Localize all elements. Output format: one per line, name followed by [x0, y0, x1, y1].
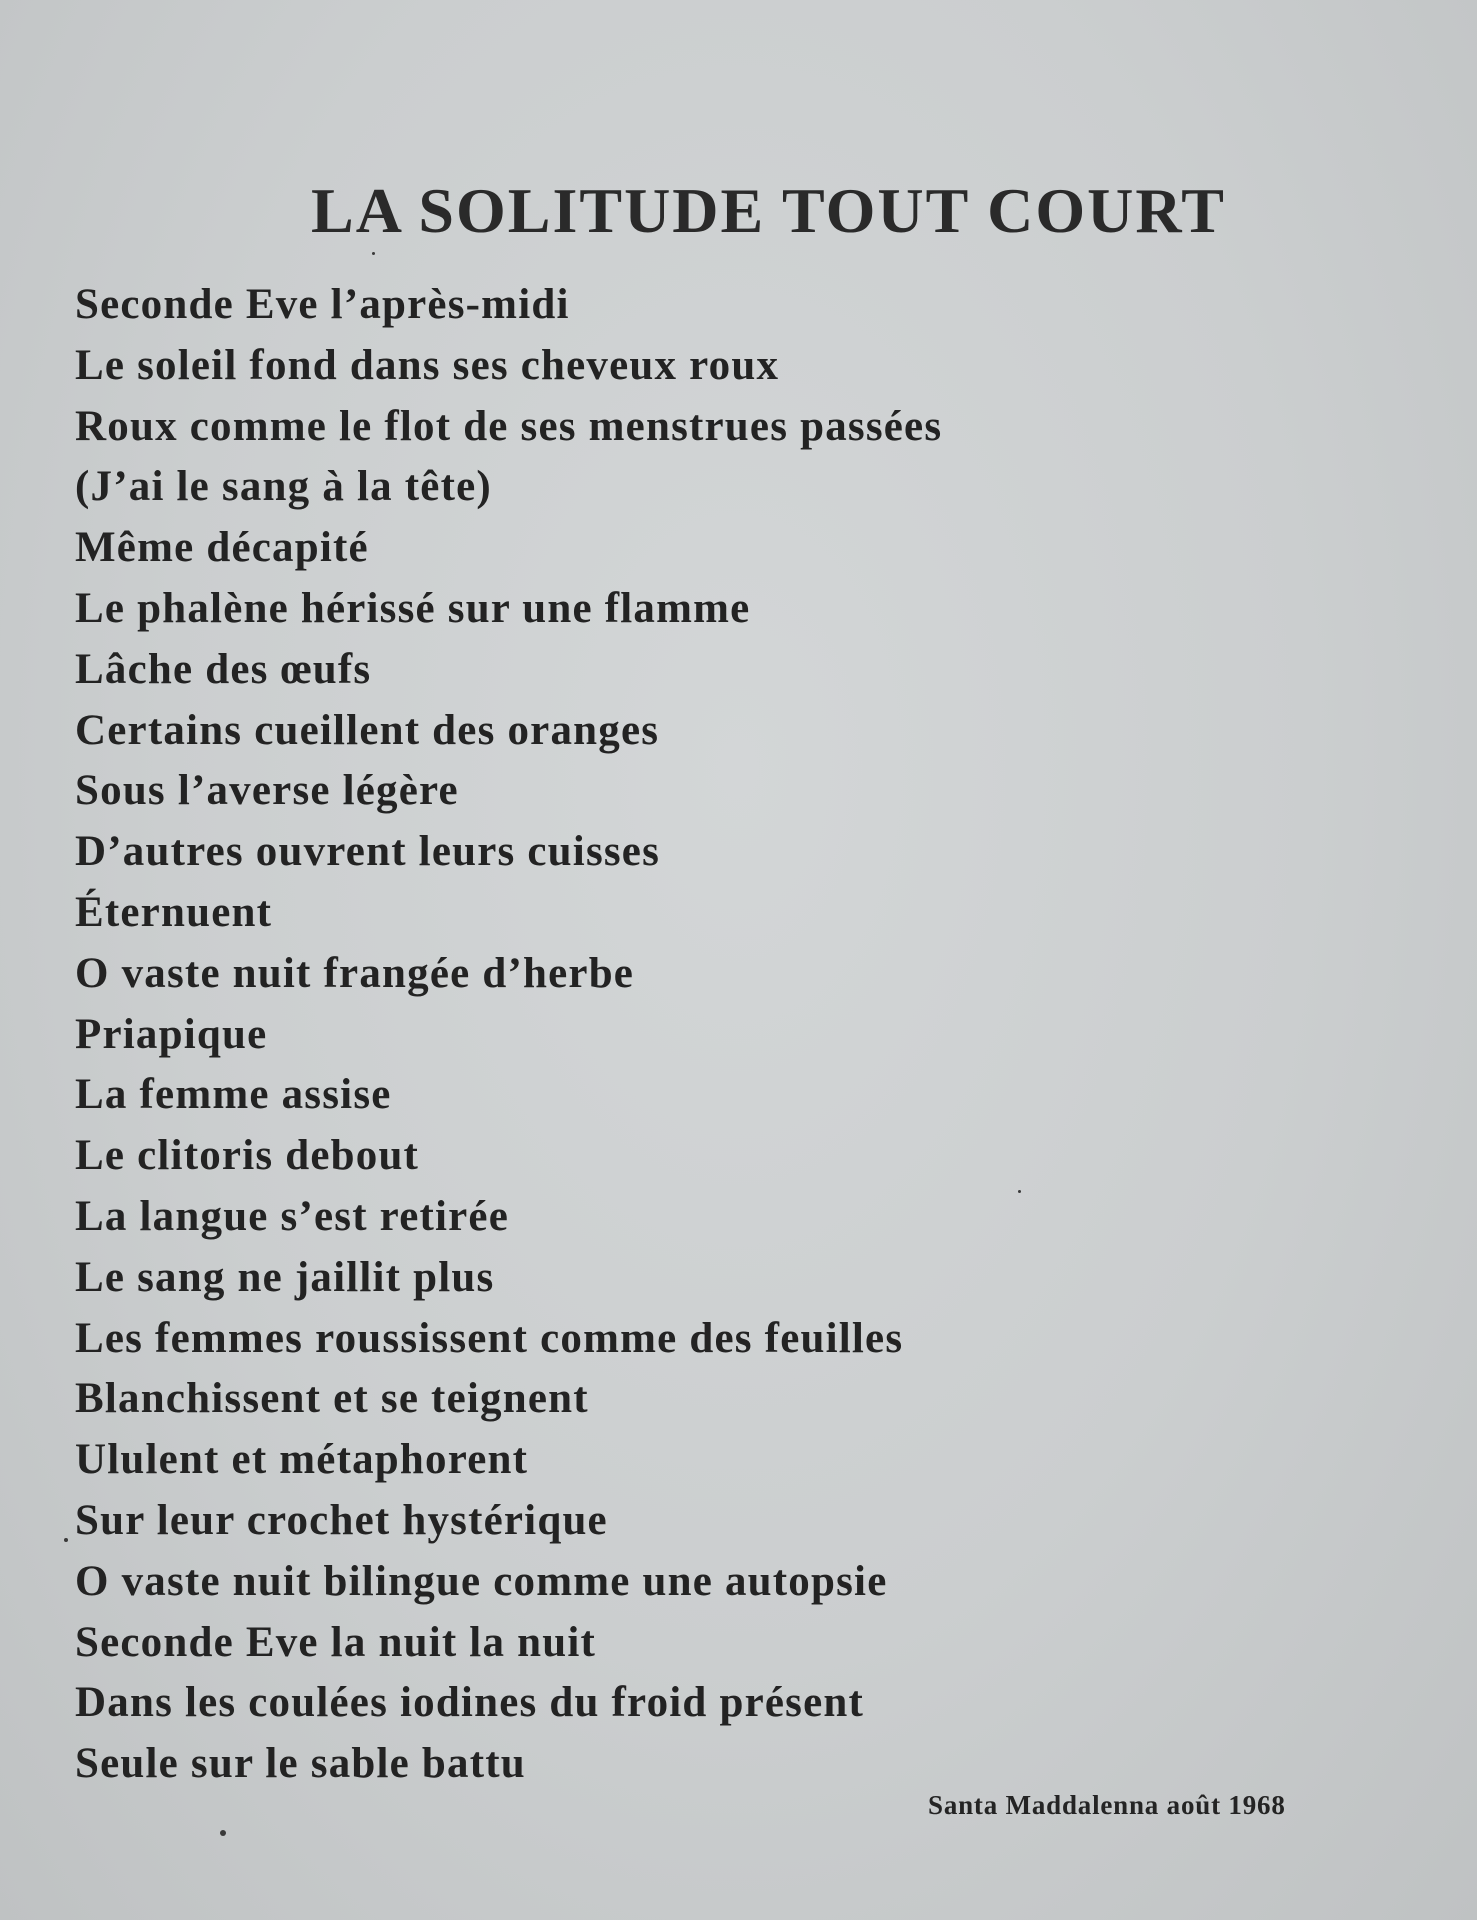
signature-dateline: Santa Maddalenna août 1968	[928, 1790, 1286, 1820]
poem-line: Le phalène hérissé sur une flamme	[75, 584, 751, 632]
poem-line: Seconde Eve l’après-midi	[75, 281, 570, 328]
poem-line: Roux comme le flot de ses menstrues passées	[75, 402, 943, 450]
poem-line: Le sang ne jaillit plus	[75, 1253, 495, 1301]
poem-line: Blanchissent et se teignent	[75, 1375, 589, 1423]
poem-title: LA SOLITUDE TOUT COURT	[311, 175, 1226, 246]
poem-line: Dans les coulées iodines du froid présent	[75, 1679, 865, 1727]
poem-line: La femme assise	[75, 1071, 392, 1119]
poem-line: Certains cueillent des oranges	[75, 706, 660, 754]
poem-line: D’autres ouvrent leurs cuisses	[75, 828, 661, 876]
poem-line: Ululent et métaphorent	[75, 1436, 529, 1484]
paper-speck	[1018, 1190, 1021, 1193]
poem-line: O vaste nuit frangée d’herbe	[75, 949, 635, 997]
poem-line: Le soleil fond dans ses cheveux roux	[75, 341, 780, 389]
poem-line: Les femmes roussissent comme des feuilles	[75, 1314, 904, 1362]
poem-line: Seule sur le sable battu	[75, 1740, 526, 1788]
poem-line: (J’ai le sang à la tête)	[75, 463, 492, 511]
poem-line: Le clitoris debout	[75, 1132, 420, 1180]
paper-speck	[220, 1830, 226, 1836]
poem-body	[75, 275, 942, 1795]
poem-line: Même décapité	[75, 524, 369, 572]
poem-line: La langue s’est retirée	[75, 1192, 510, 1240]
poem-line: Éternuent	[75, 888, 273, 936]
poem-line: Priapique	[75, 1010, 268, 1058]
poem-line: Sous l’averse légère	[75, 767, 459, 815]
poem-line: Lâche des œufs	[75, 645, 372, 693]
poem-line: O vaste nuit bilingue comme une autopsie	[75, 1557, 888, 1605]
paper-speck	[64, 1538, 68, 1542]
paper-speck	[372, 252, 375, 255]
poem-line: Seconde Eve la nuit la nuit	[75, 1618, 596, 1666]
poem-line: Sur leur crochet hystérique	[75, 1496, 608, 1544]
